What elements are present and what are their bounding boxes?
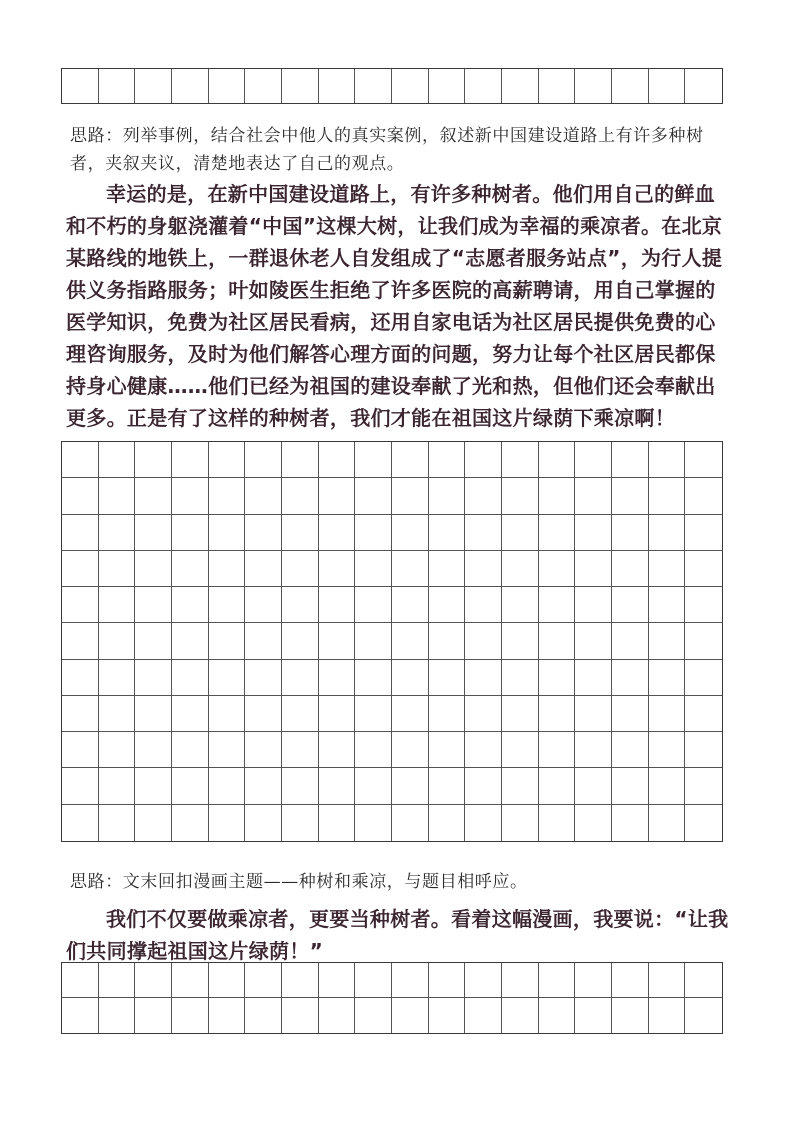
grid-cell — [62, 660, 99, 696]
grid-cell — [539, 69, 576, 103]
grid-cell — [429, 442, 466, 478]
grid-cell — [135, 732, 172, 768]
grid-cell — [649, 696, 686, 732]
grid-cell — [575, 805, 612, 841]
grid-cell — [355, 732, 392, 768]
grid-cell — [392, 660, 429, 696]
grid-cell — [649, 442, 686, 478]
grid-cell — [429, 551, 466, 587]
grid-cell — [245, 805, 282, 841]
grid-cell — [355, 551, 392, 587]
grid-cell — [539, 623, 576, 659]
grid-cell — [245, 442, 282, 478]
grid-cell — [172, 478, 209, 514]
grid-cell — [355, 478, 392, 514]
grid-cell — [685, 623, 722, 659]
grid-cell — [245, 696, 282, 732]
grid-cell — [649, 551, 686, 587]
grid-cell — [685, 515, 722, 551]
grid-cell — [575, 442, 612, 478]
grid-cell — [465, 623, 502, 659]
grid-cell — [355, 696, 392, 732]
grid-cell — [209, 660, 246, 696]
grid-cell — [355, 768, 392, 804]
grid-cell — [172, 69, 209, 103]
grid-cell — [502, 805, 539, 841]
grid-cell — [502, 696, 539, 732]
grid-cell — [355, 442, 392, 478]
grid-cell — [245, 515, 282, 551]
grid-cell — [612, 69, 649, 103]
grid-cell — [465, 768, 502, 804]
grid-cell — [612, 623, 649, 659]
grid-cell — [649, 623, 686, 659]
grid-cell — [649, 478, 686, 514]
grid-cell — [99, 805, 136, 841]
grid-cell — [575, 623, 612, 659]
grid-cell — [209, 696, 246, 732]
grid-cell — [392, 551, 429, 587]
grid-cell — [172, 587, 209, 623]
grid-cell — [135, 587, 172, 623]
grid-cell — [172, 623, 209, 659]
grid-cell — [392, 805, 429, 841]
grid-cell — [172, 515, 209, 551]
grid-cell — [685, 69, 722, 103]
grid-cell — [172, 660, 209, 696]
grid-cell — [62, 963, 99, 998]
grid-cell — [392, 587, 429, 623]
grid-cell — [575, 587, 612, 623]
grid-cell — [539, 732, 576, 768]
grid-cell — [172, 696, 209, 732]
grid-cell — [429, 768, 466, 804]
grid-cell — [62, 587, 99, 623]
grid-cell — [245, 963, 282, 998]
grid-cell — [685, 963, 722, 998]
grid-cell — [612, 805, 649, 841]
grid-cell — [282, 696, 319, 732]
grid-cell — [575, 515, 612, 551]
grid-cell — [209, 515, 246, 551]
grid-cell — [135, 998, 172, 1033]
grid-cell — [135, 442, 172, 478]
grid-cell — [209, 998, 246, 1033]
grid-cell — [99, 998, 136, 1033]
grid-cell — [649, 515, 686, 551]
grid-cell — [685, 696, 722, 732]
grid-cell — [172, 732, 209, 768]
grid-cell — [99, 696, 136, 732]
grid-cell — [429, 696, 466, 732]
grid-cell — [429, 587, 466, 623]
grid-cell — [282, 442, 319, 478]
grid-cell — [245, 998, 282, 1033]
grid-cell — [282, 551, 319, 587]
grid-cell — [502, 69, 539, 103]
grid-cell — [392, 998, 429, 1033]
grid-cell — [282, 768, 319, 804]
grid-cell — [465, 998, 502, 1033]
grid-cell — [429, 963, 466, 998]
grid-cell — [539, 442, 576, 478]
grid-cell — [392, 442, 429, 478]
grid-cell — [282, 623, 319, 659]
grid-cell — [209, 478, 246, 514]
grid-cell — [539, 805, 576, 841]
grid-cell — [62, 805, 99, 841]
grid-cell — [135, 515, 172, 551]
grid-cell — [685, 660, 722, 696]
grid-cell — [135, 478, 172, 514]
grid-cell — [649, 732, 686, 768]
grid-cell — [429, 660, 466, 696]
grid-cell — [99, 478, 136, 514]
grid-cell — [649, 963, 686, 998]
grid-cell — [685, 551, 722, 587]
grid-cell — [612, 696, 649, 732]
grid-cell — [465, 69, 502, 103]
grid-cell — [282, 478, 319, 514]
grid-cell — [99, 660, 136, 696]
grid-cell — [392, 963, 429, 998]
grid-cell — [282, 515, 319, 551]
grid-cell — [465, 660, 502, 696]
writing-grid-top — [61, 68, 723, 104]
grid-cell — [649, 69, 686, 103]
grid-cell — [172, 768, 209, 804]
thought-note-first: 思路：列举事例，结合社会中他人的真实案例，叙述新中国建设道路上有许多种树者，夹叙夹议，清楚地表达了自己的观点。 — [70, 126, 704, 174]
grid-cell — [539, 963, 576, 998]
grid-cell — [355, 69, 392, 103]
grid-cell — [62, 69, 99, 103]
grid-cell — [319, 660, 356, 696]
grid-cell — [62, 478, 99, 514]
grid-cell — [429, 998, 466, 1033]
grid-cell — [319, 805, 356, 841]
grid-cell — [282, 587, 319, 623]
grid-cell — [575, 551, 612, 587]
grid-cell — [429, 805, 466, 841]
grid-cell — [245, 69, 282, 103]
grid-cell — [319, 587, 356, 623]
grid-cell — [245, 551, 282, 587]
grid-cell — [612, 732, 649, 768]
grid-cell — [245, 587, 282, 623]
grid-cell — [612, 660, 649, 696]
grid-cell — [429, 515, 466, 551]
grid-cell — [392, 768, 429, 804]
grid-cell — [62, 515, 99, 551]
grid-cell — [99, 442, 136, 478]
grid-cell — [392, 515, 429, 551]
grid-cell — [575, 768, 612, 804]
grid-cell — [282, 69, 319, 103]
grid-cell — [62, 551, 99, 587]
grid-cell — [502, 587, 539, 623]
grid-cell — [685, 732, 722, 768]
grid-cell — [649, 587, 686, 623]
grid-cell — [62, 732, 99, 768]
grid-cell — [612, 515, 649, 551]
grid-cell — [649, 660, 686, 696]
grid-cell — [465, 963, 502, 998]
grid-cell — [502, 768, 539, 804]
grid-cell — [612, 478, 649, 514]
grid-cell — [539, 768, 576, 804]
grid-cell — [62, 768, 99, 804]
grid-cell — [62, 696, 99, 732]
grid-cell — [282, 963, 319, 998]
grid-cell — [99, 551, 136, 587]
grid-cell — [502, 442, 539, 478]
grid-cell — [62, 623, 99, 659]
grid-cell — [172, 998, 209, 1033]
grid-cell — [172, 442, 209, 478]
grid-cell — [99, 623, 136, 659]
grid-cell — [99, 515, 136, 551]
grid-cell — [612, 963, 649, 998]
grid-cell — [135, 805, 172, 841]
grid-cell — [135, 963, 172, 998]
grid-cell — [172, 963, 209, 998]
grid-cell — [282, 732, 319, 768]
grid-cell — [355, 660, 392, 696]
grid-cell — [465, 515, 502, 551]
grid-cell — [209, 963, 246, 998]
grid-cell — [465, 805, 502, 841]
grid-cell — [135, 696, 172, 732]
grid-cell — [502, 515, 539, 551]
grid-cell — [319, 442, 356, 478]
grid-cell — [355, 805, 392, 841]
grid-cell — [539, 660, 576, 696]
grid-cell — [135, 623, 172, 659]
grid-cell — [502, 551, 539, 587]
grid-cell — [502, 963, 539, 998]
grid-cell — [99, 963, 136, 998]
grid-cell — [319, 551, 356, 587]
grid-cell — [649, 805, 686, 841]
grid-cell — [209, 587, 246, 623]
grid-cell — [245, 660, 282, 696]
grid-cell — [575, 998, 612, 1033]
writing-grid-bottom — [61, 962, 723, 1034]
grid-cell — [575, 478, 612, 514]
grid-cell — [429, 69, 466, 103]
grid-cell — [209, 805, 246, 841]
grid-cell — [539, 587, 576, 623]
grid-cell — [575, 660, 612, 696]
grid-cell — [575, 696, 612, 732]
grid-cell — [135, 768, 172, 804]
grid-cell — [319, 69, 356, 103]
grid-cell — [392, 732, 429, 768]
grid-cell — [319, 732, 356, 768]
grid-cell — [99, 69, 136, 103]
grid-cell — [245, 478, 282, 514]
grid-cell — [319, 515, 356, 551]
grid-cell — [245, 623, 282, 659]
grid-cell — [575, 732, 612, 768]
grid-cell — [502, 623, 539, 659]
grid-cell — [685, 998, 722, 1033]
grid-cell — [429, 478, 466, 514]
grid-cell — [99, 768, 136, 804]
grid-cell — [649, 768, 686, 804]
grid-cell — [539, 696, 576, 732]
grid-cell — [99, 587, 136, 623]
grid-cell — [685, 478, 722, 514]
grid-cell — [539, 478, 576, 514]
grid-cell — [575, 963, 612, 998]
grid-cell — [355, 515, 392, 551]
grid-cell — [539, 515, 576, 551]
grid-cell — [612, 551, 649, 587]
grid-cell — [99, 732, 136, 768]
grid-cell — [135, 551, 172, 587]
grid-cell — [319, 478, 356, 514]
grid-cell — [465, 732, 502, 768]
grid-cell — [465, 587, 502, 623]
grid-cell — [392, 696, 429, 732]
grid-cell — [209, 442, 246, 478]
thought-note-second: 思路：文末回扣漫画主题——种树和乘凉，与题目相呼应。 — [70, 872, 528, 892]
writing-grid-middle — [61, 441, 723, 842]
grid-cell — [465, 696, 502, 732]
grid-cell — [282, 805, 319, 841]
grid-cell — [135, 69, 172, 103]
grid-cell — [209, 732, 246, 768]
grid-cell — [612, 768, 649, 804]
grid-cell — [282, 660, 319, 696]
grid-cell — [539, 551, 576, 587]
grid-cell — [392, 623, 429, 659]
grid-cell — [429, 623, 466, 659]
grid-cell — [392, 478, 429, 514]
grid-cell — [502, 660, 539, 696]
grid-cell — [319, 963, 356, 998]
grid-cell — [502, 732, 539, 768]
essay-paragraph-first: 幸运的是，在新中国建设道路上，有许多种树者。他们用自己的鲜血和不朽的身躯浇灌着“中国”这棵大树，让我们成为幸福的乘凉者。在北京某路线的地铁上，一群退休老人自发组成了“志愿者服务站点”，为行人提供义务指路服务；叶如陵医生拒绝了许多医院的高薪聘请，用自己掌握的医学知识，免费为社区居民看病，还用自家电话为社区居民提供免费的心理咨询服务，及时为他们解答心理方面的问题，努力让每个社区居民都保持身心健康……他们已经为祖国的建设奉献了光和热，但他们还会奉献出更多。正是有了这样的种树者，我们才能在祖国这片绿荫下乘凉啊！ — [66, 182, 723, 430]
grid-cell — [319, 768, 356, 804]
grid-cell — [465, 442, 502, 478]
grid-cell — [319, 696, 356, 732]
grid-cell — [172, 805, 209, 841]
grid-cell — [62, 998, 99, 1033]
grid-cell — [612, 587, 649, 623]
grid-cell — [209, 768, 246, 804]
grid-cell — [62, 442, 99, 478]
grid-cell — [612, 998, 649, 1033]
grid-cell — [465, 551, 502, 587]
grid-cell — [392, 69, 429, 103]
grid-cell — [685, 442, 722, 478]
grid-cell — [209, 69, 246, 103]
grid-cell — [539, 998, 576, 1033]
grid-cell — [502, 998, 539, 1033]
grid-cell — [355, 587, 392, 623]
grid-cell — [685, 768, 722, 804]
grid-cell — [502, 478, 539, 514]
grid-cell — [465, 478, 502, 514]
grid-cell — [575, 69, 612, 103]
grid-cell — [209, 551, 246, 587]
grid-cell — [649, 998, 686, 1033]
grid-cell — [245, 732, 282, 768]
grid-cell — [429, 732, 466, 768]
grid-cell — [135, 660, 172, 696]
grid-cell — [319, 998, 356, 1033]
grid-cell — [209, 623, 246, 659]
grid-cell — [282, 998, 319, 1033]
grid-cell — [172, 551, 209, 587]
grid-cell — [612, 442, 649, 478]
essay-paragraph-second: 我们不仅要做乘凉者，更要当种树者。看着这幅漫画，我要说：“让我们共同撑起祖国这片绿荫！” — [66, 907, 729, 963]
grid-cell — [355, 623, 392, 659]
grid-cell — [355, 998, 392, 1033]
grid-cell — [685, 805, 722, 841]
grid-cell — [245, 768, 282, 804]
grid-cell — [355, 963, 392, 998]
grid-cell — [685, 587, 722, 623]
grid-cell — [319, 623, 356, 659]
